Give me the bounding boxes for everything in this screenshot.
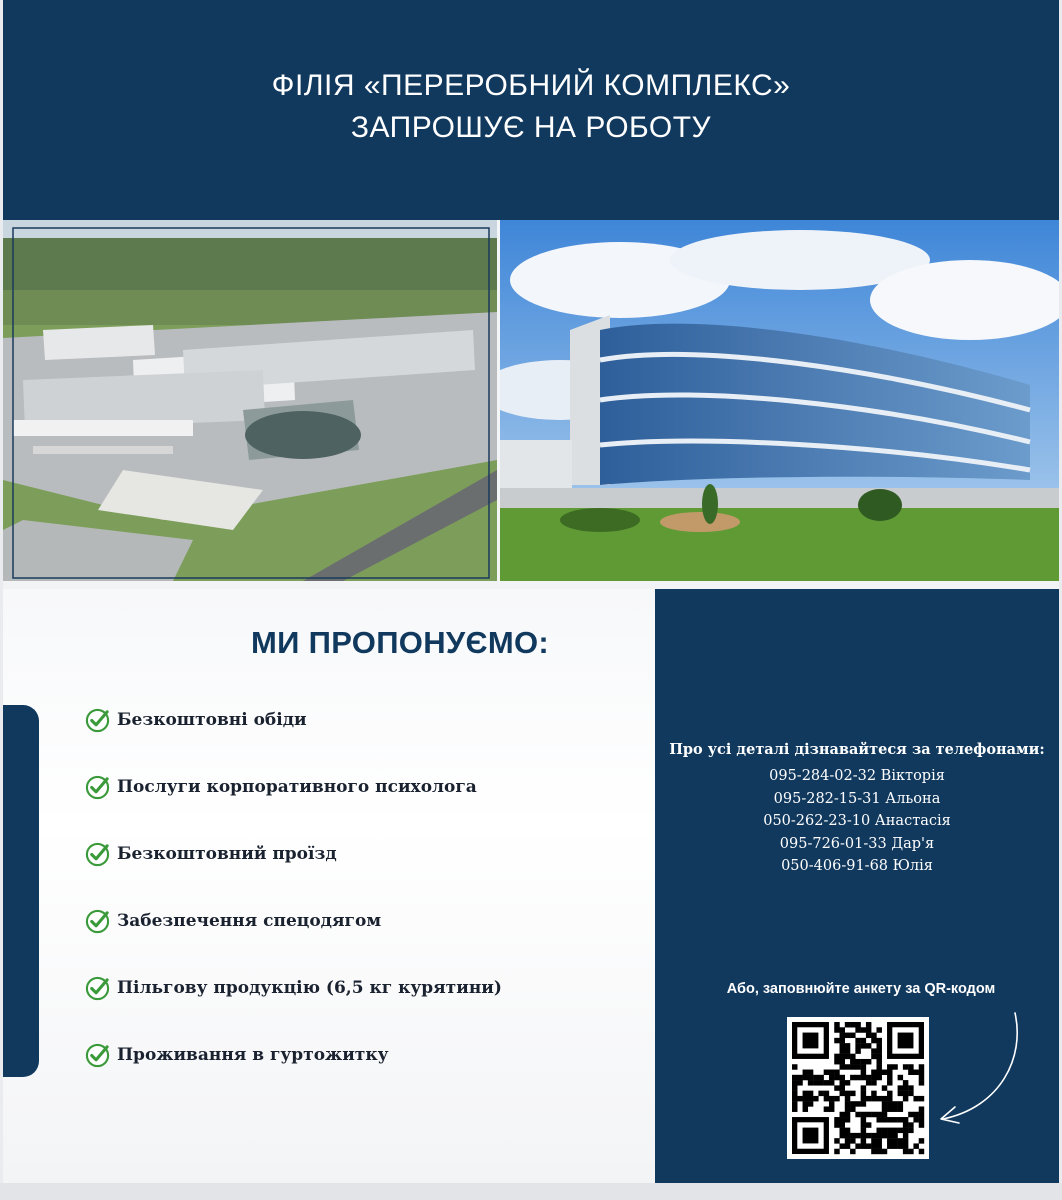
offer-item: [85, 1042, 502, 1068]
phone-entry[interactable]: 095-282-15-31 Альона: [773, 790, 941, 807]
contacts-heading: Про усі деталі дізнавайтеся за телефонами:: [669, 741, 1045, 758]
qr-caption: Або, заповнюйте анкету за QR-кодом: [726, 981, 996, 997]
bottom-strip: [0, 1183, 1062, 1200]
offer-item-text: Безкоштовні обіди: [117, 710, 307, 730]
contacts-panel: [655, 589, 1059, 1183]
offer-item: [85, 908, 502, 934]
qr-code[interactable]: [787, 1017, 929, 1159]
offer-item: [85, 841, 502, 867]
offer-item-text: Безкоштовний проїзд: [117, 844, 337, 864]
phone-entry[interactable]: 095-284-02-32 Вікторія: [769, 768, 945, 784]
header-title-line2: ЗАПРОШУЄ НА РОБОТУ: [350, 111, 712, 144]
offer-item: [85, 975, 502, 1001]
header-title-line1: ФІЛІЯ «ПЕРЕРОБНИЙ КОМПЛЕКС»: [271, 69, 791, 102]
check-circle-icon: [85, 708, 110, 733]
offer-item-text: Проживання в гуртожитку: [117, 1045, 389, 1065]
check-circle-icon: [85, 775, 110, 800]
phone-list: [655, 765, 1059, 878]
header-banner: [3, 0, 1059, 220]
offer-item-text: Послуги корпоративного психолога: [117, 777, 477, 797]
curved-arrow-icon: [931, 1007, 1021, 1127]
offer-item: [85, 707, 502, 733]
check-circle-icon: [85, 909, 110, 934]
factory-aerial-photo: [3, 220, 497, 581]
offers-title: МИ ПРОПОНУЄМО:: [251, 625, 549, 660]
offers-list: [85, 707, 502, 1109]
offer-item-text: Пільгову продукцію (6,5 кг курятини): [117, 978, 502, 998]
phone-entry[interactable]: 050-262-23-10 Анастасія: [763, 813, 951, 829]
offer-item-text: Забезпечення спецодягом: [117, 911, 382, 931]
check-circle-icon: [85, 976, 110, 1001]
office-building-photo: [500, 220, 1059, 581]
offer-item: [85, 774, 502, 800]
check-circle-icon: [85, 1043, 110, 1068]
check-circle-icon: [85, 842, 110, 867]
accent-tab: [3, 705, 39, 1077]
qr-code-image[interactable]: [787, 1017, 929, 1159]
photo-strip: [3, 220, 1059, 581]
phone-entry[interactable]: 050-406-91-68 Юлія: [781, 858, 933, 874]
phone-entry[interactable]: 095-726-01-33 Дар'я: [779, 835, 935, 852]
section-divider: [3, 581, 1059, 589]
offers-panel: [3, 589, 655, 1183]
